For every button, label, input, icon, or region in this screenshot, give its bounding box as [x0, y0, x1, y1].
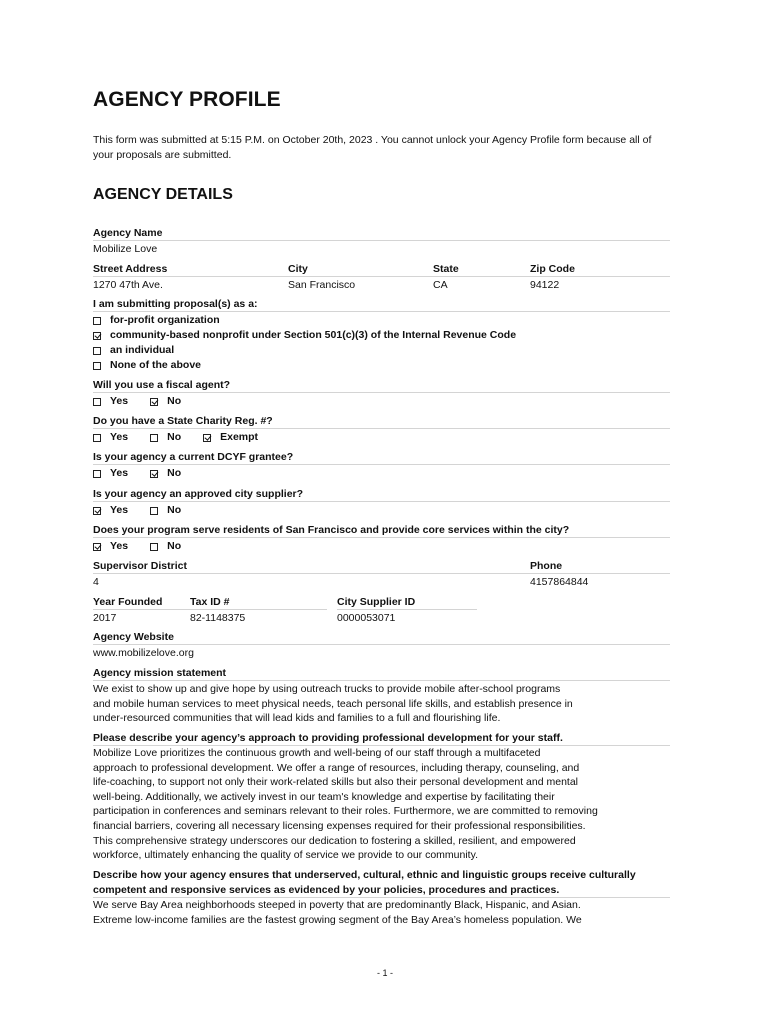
text-line: We exist to show up and give hope by using outreach trucks to provide mobile after-school programs	[93, 683, 561, 695]
street-value: 1270 47th Ave.	[93, 279, 163, 291]
checked-checkbox-icon[interactable]	[150, 470, 158, 478]
option-label: No	[167, 395, 182, 407]
checkbox-icon[interactable]	[93, 470, 101, 478]
website-value: www.mobilizelove.org	[93, 647, 194, 659]
option-yes[interactable]	[93, 430, 128, 445]
city-supplier-id-label: City Supplier ID	[337, 595, 477, 610]
street-label: Street Address	[93, 262, 288, 277]
question-label: Is your agency a current DCYF grantee?	[93, 450, 670, 465]
checked-checkbox-icon[interactable]	[93, 332, 101, 340]
option-label: for-profit organization	[110, 314, 220, 326]
checkbox-icon[interactable]	[93, 347, 101, 355]
option-none[interactable]	[93, 358, 670, 373]
option-label: Yes	[110, 467, 129, 479]
option-no[interactable]	[150, 503, 181, 518]
text-line: life-coaching, to support not only their work-related skills but also their personal development and mental	[93, 776, 579, 789]
city-supplier-id-field	[337, 595, 477, 625]
supervisor-value: 4	[93, 576, 99, 588]
sf-residents-question	[93, 523, 670, 554]
label-line: Describe how your agency ensures that underserved, cultural, ethnic and linguistic groups receive culturally	[93, 869, 636, 881]
checkbox-icon[interactable]	[93, 317, 101, 325]
checkbox-icon[interactable]	[150, 507, 158, 515]
question-label: Is your agency an approved city supplier?	[93, 487, 670, 502]
checked-checkbox-icon[interactable]	[150, 398, 158, 406]
development-label: Please describe your agency’s approach to providing professional development for your staff.	[93, 731, 670, 746]
option-label: an individual	[110, 344, 175, 356]
option-label: No	[167, 431, 182, 443]
section-title: AGENCY DETAILS	[93, 186, 233, 203]
option-yes[interactable]	[93, 394, 128, 409]
fiscal-agent-question	[93, 378, 670, 409]
website-label: Agency Website	[93, 630, 670, 645]
option-label: No	[167, 467, 182, 479]
option-label: Yes	[110, 395, 129, 407]
text-line: workforce, ultimately enhancing the quality of service we provide to our community.	[93, 849, 478, 862]
option-nonprofit[interactable]	[93, 328, 670, 343]
option-no[interactable]	[150, 430, 181, 445]
submission-notice: This form was submitted at 5:15 P.M. on October 20th, 2023 . You cannot unlock your Agency Profile form because all of your proposals are submitted.	[93, 134, 652, 161]
year-founded-label: Year Founded	[93, 595, 190, 610]
tax-id-value: 82-1148375	[190, 612, 246, 624]
option-label: No	[167, 540, 182, 552]
phone-value: 4157864844	[530, 576, 589, 588]
option-label: No	[167, 504, 182, 516]
state-value: CA	[433, 279, 448, 291]
option-no[interactable]	[150, 466, 181, 481]
option-yes[interactable]	[93, 466, 128, 481]
zip-label: Zip Code	[530, 262, 670, 277]
checkbox-icon[interactable]	[93, 398, 101, 406]
submitting-as-options	[93, 313, 670, 373]
option-individual[interactable]	[93, 343, 670, 358]
supervisor-label: Supervisor District	[93, 559, 530, 574]
page-number: - 1 -	[376, 968, 393, 978]
underserved-text	[93, 898, 670, 927]
option-yes[interactable]	[93, 539, 128, 554]
option-label: Yes	[110, 540, 129, 552]
submitting-as-field	[93, 297, 670, 373]
city-supplier-question	[93, 487, 670, 518]
question-label: Does your program serve residents of San Francisco and provide core services within the city?	[93, 523, 670, 538]
checked-checkbox-icon[interactable]	[93, 507, 101, 515]
option-no[interactable]	[150, 539, 181, 554]
checked-checkbox-icon[interactable]	[93, 543, 101, 551]
address-row	[93, 262, 670, 292]
text-line: under-resourced communities that will lead kids and families to a full and flourishing life.	[93, 712, 501, 725]
text-line: and mobile human services to meet physical needs, teach personal life skills, and establish presence in	[93, 697, 573, 710]
question-label: Will you use a fiscal agent?	[93, 378, 670, 393]
option-label: Exempt	[220, 431, 259, 443]
checkbox-icon[interactable]	[150, 434, 158, 442]
city-value: San Francisco	[288, 279, 356, 291]
option-label: Yes	[110, 504, 129, 516]
checkbox-icon[interactable]	[93, 362, 101, 370]
city-field	[288, 262, 433, 292]
option-yes[interactable]	[93, 503, 128, 518]
text-line: well-being. Additionally, we actively invest in our team's knowledge and expertise by facilitating their	[93, 790, 555, 803]
year-founded-value: 2017	[93, 612, 117, 624]
agency-name-value: Mobilize Love	[93, 243, 158, 255]
state-label: State	[433, 262, 530, 277]
option-no[interactable]	[150, 394, 181, 409]
option-label: None of the above	[110, 359, 202, 371]
phone-field	[530, 559, 670, 589]
underserved-label	[93, 868, 670, 898]
tax-id-field	[190, 595, 327, 625]
city-label: City	[288, 262, 433, 277]
page-title: AGENCY PROFILE	[93, 88, 281, 111]
city-supplier-id-value: 0000053071	[337, 612, 396, 624]
agency-name-field	[93, 226, 670, 256]
checked-checkbox-icon[interactable]	[203, 434, 211, 442]
option-label: community-based nonprofit under Section 501(c)(3) of the Internal Revenue Code	[110, 329, 517, 341]
option-exempt[interactable]	[203, 430, 258, 445]
tax-id-label: Tax ID #	[190, 595, 327, 610]
zip-field	[530, 262, 670, 292]
development-field	[93, 731, 670, 863]
charity-reg-question	[93, 414, 670, 445]
option-label: Yes	[110, 431, 129, 443]
question-label: Do you have a State Charity Reg. #?	[93, 414, 670, 429]
option-for-profit[interactable]	[93, 313, 670, 328]
text-line: We serve Bay Area neighborhoods steeped in poverty that are predominantly Black, Hispanic, and Asian.	[93, 899, 581, 912]
phone-label: Phone	[530, 559, 670, 574]
text-line: approach to professional development. We offer a range of resources, including therapy, counseling, and	[93, 761, 580, 774]
year-founded-field	[93, 595, 190, 625]
label-line: competent and responsive services as evidenced by your policies, procedures and practices.	[93, 883, 560, 896]
underserved-field	[93, 868, 670, 927]
development-text	[93, 746, 670, 863]
text-line: participation in conferences and seminars relevant to their roles. Furthermore, we are committed to removing	[93, 805, 598, 818]
ids-row	[93, 595, 670, 625]
checkbox-icon[interactable]	[93, 434, 101, 442]
submitting-as-label: I am submitting proposal(s) as a:	[93, 297, 670, 312]
text-line: This comprehensive strategy underscores our dedication to fostering a skilled, resilient, and empowered	[93, 834, 576, 847]
text-line: Mobilize Love prioritizes the continuous growth and well-being of our staff through a multifaceted	[93, 747, 541, 759]
mission-text	[93, 682, 670, 726]
text-line: Extreme low-income families are the fastest growing segment of the Bay Area’s homeless population. We	[93, 913, 582, 926]
supervisor-field	[93, 559, 530, 589]
zip-value: 94122	[530, 279, 560, 291]
dcyf-grantee-question	[93, 450, 670, 481]
supervisor-row	[93, 559, 670, 589]
mission-field	[93, 666, 670, 726]
checkbox-icon[interactable]	[150, 543, 158, 551]
text-line: financial barriers, covering all necessary licensing expenses required for their professional responsibilities.	[93, 819, 586, 832]
agency-name-label: Agency Name	[93, 226, 670, 241]
street-field	[93, 262, 288, 292]
state-field	[433, 262, 530, 292]
mission-label: Agency mission statement	[93, 666, 670, 681]
website-field	[93, 630, 670, 660]
